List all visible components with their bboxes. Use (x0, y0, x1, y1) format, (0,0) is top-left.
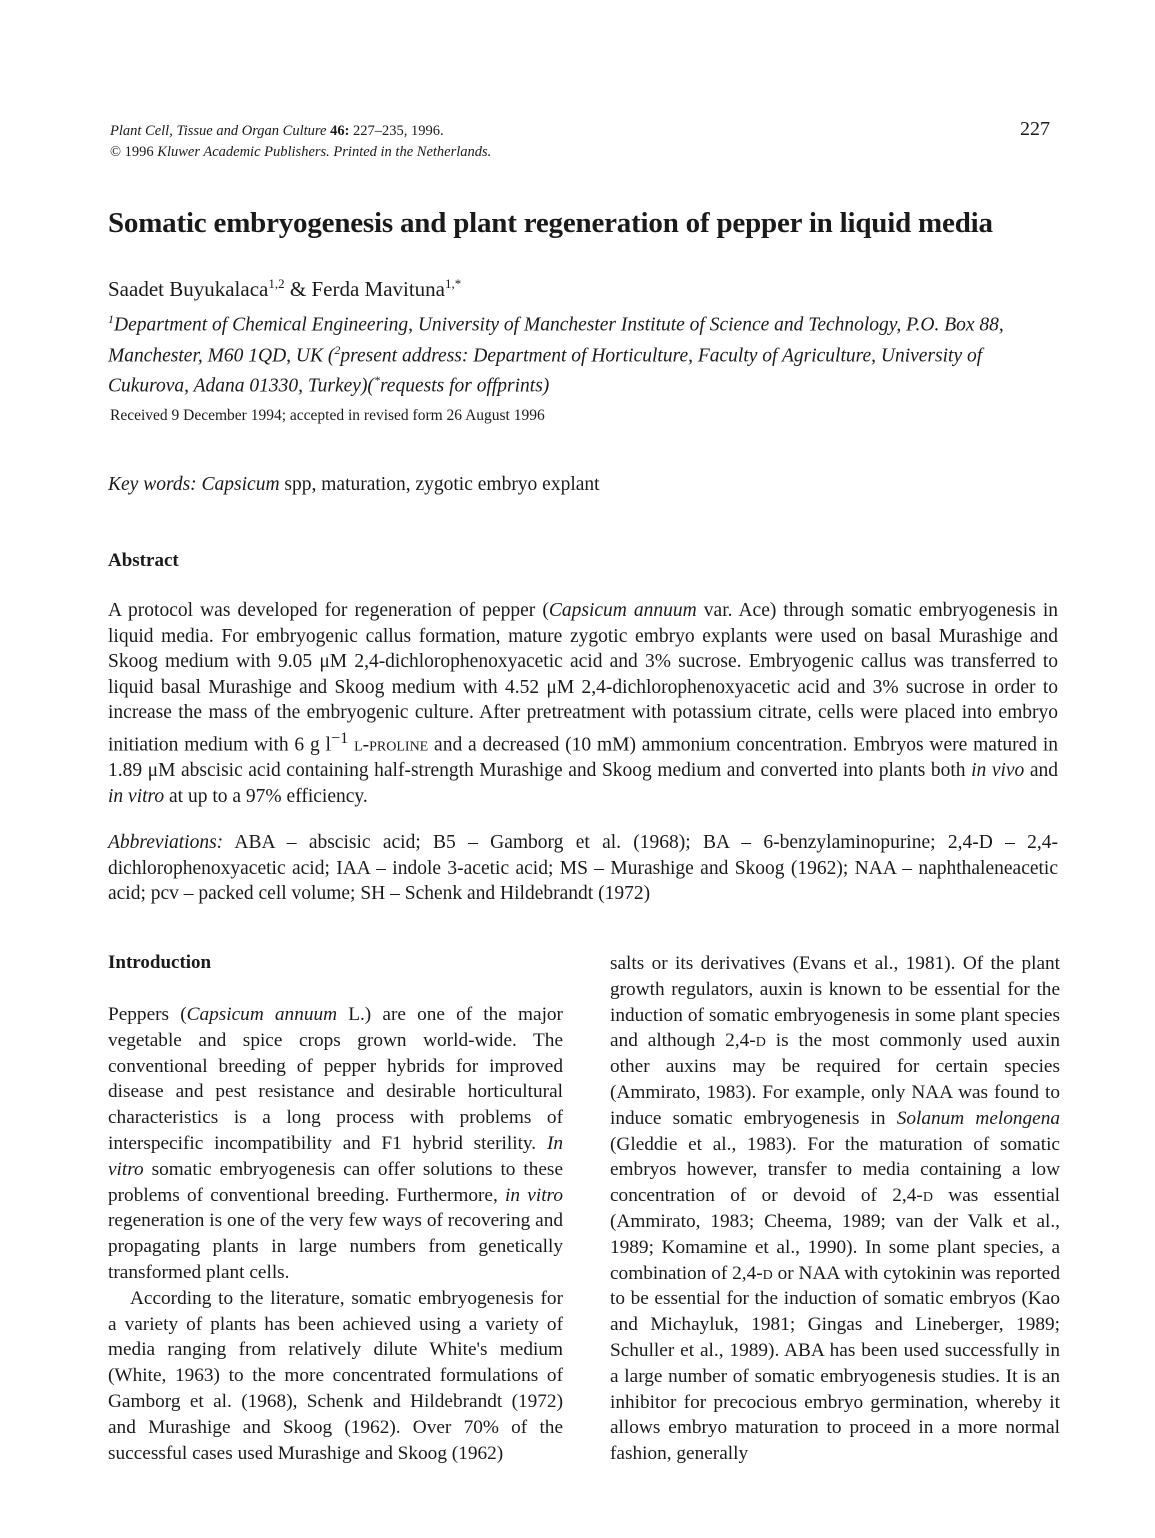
affil-part-3: requests for offprints) (379, 375, 550, 397)
c2-sc2: d (922, 1185, 933, 1207)
affil-sup-1: 1 (108, 312, 114, 326)
author-2-sup: 1,* (445, 276, 462, 291)
abstract-body (108, 598, 1058, 809)
keywords-label: Key words: (108, 474, 197, 495)
pages-year: 227–235, 1996. (353, 123, 444, 139)
intro-paragraph-2: According to the literature, somatic embryogenesis for a variety of plants has been achieved using a variety of media ranging from relatively dilute White's medium (White, 1963) to the more concentrated formulations of Gamborg et al. (1968), Schenk and Hildebrandt (1972) and Murashige and Skoog (1962). Over 70% of the successful cases used Murashige and Skoog (1962) (108, 1287, 563, 1464)
author-1: Saadet Buyukalaca (108, 277, 269, 301)
c2-b: is the most commonly used auxin other auxins may be required for certain species (Ammirato, 1983). For example, only NAA was found to induce somatic embryogenesis in (610, 1030, 1060, 1129)
c2-i1: Solanum melongena (896, 1107, 1060, 1129)
abstract-i3: in vitro (108, 785, 165, 807)
abbreviations-label: Abbreviations: (108, 832, 224, 853)
abstract-t1: A protocol was developed for regeneration of pepper ( (108, 600, 549, 621)
c2-a: salts or its derivatives (Evans et al., 1981). Of the plant growth regulators, auxin is known to be essential for the induction of somatic embryogenesis in some plant species and although 2,4- (610, 953, 1060, 1052)
author-2: Ferda Mavituna (311, 277, 445, 301)
p1-i3: in vitro (505, 1184, 563, 1206)
c2-sc1: d (755, 1030, 766, 1052)
citation-line-2 (110, 142, 491, 163)
journal-name: Plant Cell, Tissue and Organ Culture (110, 123, 327, 139)
affil-part-2: present address: Department of Horticulture, Faculty of Agriculture, University of Cukurova, Adana 01330, Turkey)( (108, 345, 983, 397)
abstract-sc1: l-proline (348, 734, 429, 756)
affiliation (108, 307, 1053, 399)
abbreviations-text: ABA – abscisic acid; B5 – Gamborg et al. (1968); BA – 6-benzylaminopurine; 2,4-D – 2,4-dichlorophenoxyacetic acid; IAA – indole 3-acetic acid; MS – Murashige and Skoog (1962); NAA – naphthaleneacetic acid; pcv – packed cell volume; SH – Schenk and Hildebrandt (1972) (108, 832, 1058, 905)
keywords-italic: Capsicum (201, 474, 280, 495)
page-number: 227 (1020, 118, 1050, 140)
affil-sup-3: * (373, 373, 380, 387)
author-1-sup: 1,2 (268, 276, 285, 291)
affil-part-1: Department of Chemical Engineering, University of Manchester Institute of Science and Technology, P.O. Box 88, Manchester, M60 1QD, UK ( (108, 314, 1004, 366)
affil-sup-2: 2 (334, 342, 341, 357)
author-separator: & (284, 277, 312, 301)
abstract-t4: and (1024, 760, 1058, 782)
abstract-t3: and a decreased (10 mM) ammonium concentration. Embryos were matured in 1.89 μM abscisic acid containing half-strength Murashige and Skoog medium and converted into plants both (108, 734, 1058, 782)
authors (108, 276, 461, 302)
abstract-sup1: −1 (330, 728, 349, 747)
journal-citation (110, 121, 491, 163)
abstract-t5: at up to a 97% efficiency. (164, 785, 368, 807)
received-dates: Received 9 December 1994; accepted in revised form 26 August 1996 (110, 407, 545, 424)
p1-i2: In vitro (108, 1132, 563, 1180)
p1-c: somatic embryogenesis can offer solutions to these problems of conventional breeding. Furthermore, (108, 1158, 563, 1206)
c2-d: was essential (Ammirato, 1983; Cheema, 1989; van der Valk et al., 1989; Komamine et al., 1990). In some plant species, a combination of 2,4- (610, 1185, 1060, 1284)
c2-sc3: d (762, 1262, 773, 1284)
p1-b: L.) are one of the major vegetable and spice crops grown world-wide. The conventional breeding of pepper hybrids for improved disease and pest resistance and desirable horticultural characteristics is a long process with problems of interspecific incompatibility and F1 hybrid sterility. (108, 1004, 563, 1154)
keywords-rest: spp, maturation, zygotic embryo explant (279, 474, 600, 495)
abstract-heading: Abstract (108, 550, 179, 571)
abbreviations (108, 830, 1058, 907)
right-column (610, 951, 1060, 1467)
article-title: Somatic embryogenesis and plant regeneration of pepper in liquid media (108, 207, 993, 239)
c2-c: (Gleddie et al., 1983). For the maturation of somatic embryos however, transfer to media containing a low concentration of or devoid of 2,4- (610, 1133, 1060, 1207)
citation-line-1 (110, 121, 491, 142)
introduction-heading: Introduction (108, 952, 212, 973)
p1-d: regeneration is one of the very few ways of recovering and propagating plants in large numbers from genetically transformed plant cells. (108, 1210, 563, 1283)
abstract-i1: Capsicum annuum (548, 600, 697, 621)
copyright-year: 1996 (124, 144, 154, 160)
copyright-symbol: © (110, 144, 122, 160)
intro-paragraph-1 (108, 1002, 563, 1286)
publisher: Kluwer Academic Publishers. Printed in the Netherlands. (157, 144, 492, 160)
left-column (108, 1002, 563, 1466)
keywords (108, 474, 600, 496)
abstract-i2: in vivo (971, 760, 1025, 782)
abstract-t2: var. Ace) through somatic embryogenesis in liquid media. For embryogenic callus formation, mature zygotic embryo explants were used on basal Murashige and Skoog medium with 9.05 μM 2,4-dichlorophenoxyacetic acid and 3% sucrose. Embryogenic callus was transferred to liquid basal Murashige and Skoog medium with 4.52 μM 2,4-dichlorophenoxyacetic acid and 3% sucrose in order to increase the mass of the embryogenic culture. After pretreatment with potassium citrate, cells were placed into embryo initiation medium with 6 g l (108, 600, 1059, 756)
p1-i1: Capsicum annuum (186, 1004, 338, 1025)
c2-e: or NAA with cytokinin was reported to be essential for the induction of somatic embryos (Kao and Michayluk, 1981; Gingas and Lineberger, 1989; Schuller et al., 1989). ABA has been used successfully in a large number of somatic embryogenesis studies. It is an inhibitor for precocious embryo germination, whereby it allows embryo maturation to proceed in a more normal fashion, generally (610, 1262, 1060, 1465)
p1-a: Peppers ( (108, 1004, 187, 1025)
volume: 46: (330, 123, 350, 139)
